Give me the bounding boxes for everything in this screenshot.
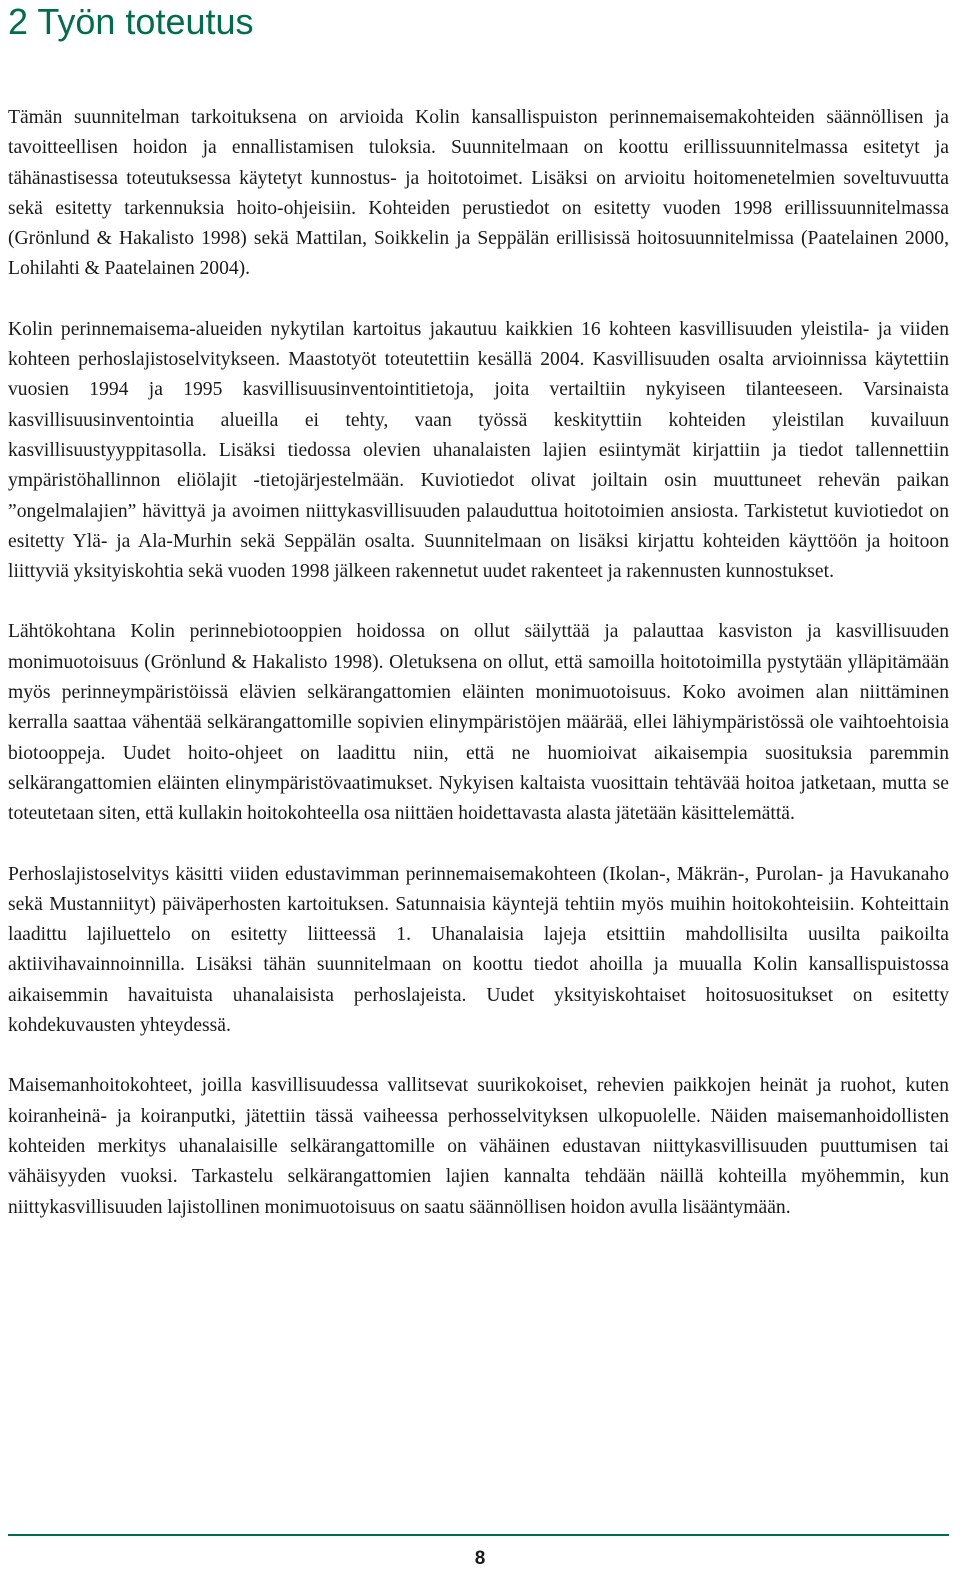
paragraph-butterfly-survey: Perhoslajistoselvitys käsitti viiden edustavimman perinnemaisemakohteen (Ikolan-, Mäkrän-, Purolan- ja Havukanaho sekä Mustanniityt) päiväperhosten kartoituksen. Satunnaisia käyntejä tehtiin myös muihin hoitokohteisiin. Kohteittain laadittu lajiluettelo on esitetty liitteessä 1. Uhanalaisia lajeja etsittiin mahdollisilta uusilta paikoilta aktiivihavainnoinnilla. Lisäksi tähän suunnitelmaan on koottu tiedot ahoilla ja muualla Kolin kansallispuistossa aikaisemmin havaituista uhanalaisista perhoslajeista. Uudet yksityiskohtaiset hoitosuositukset on esitetty kohdekuvausten yhteydessä. (8, 863, 949, 1037)
footer-divider (8, 1534, 949, 1536)
body-text (8, 103, 949, 1253)
paragraph-survey: Kolin perinnemaisema-alueiden nykytilan kartoitus jakautuu kaikkien 16 kohteen kasvillisuuden yleistila- ja viiden kohteen perhoslajistoselvitykseen. Maastotyöt toteutettiin kesällä 2004. Kasvillisuuden osalta arvioinnissa käytettiin vuosien 1994 ja 1995 kasvillisuusinventointitietoja, joita vertailtiin nykyiseen tilanteeseen. Varsinaista kasvillisuusinventointia alueilla ei tehty, vaan työssä keskityttiin kohteiden yleistilan kuvailuun kasvillisuustyyppitasolla. Lisäksi tiedossa olevien uhanalaisten lajien esiintymät kirjattiin ja tiedot tallennettiin ympäristöhallinnon eliölajit -tietojärjestelmään. Kuviotiedot olivat joiltain osin muuttuneet rehevän paikan ”ongelmalajien” hävittyä ja avoimen niittykasvillisuuden palauduttua hoitotoimien ansiosta. Tarkistetut kuviotiedot on esitetty Ylä- ja Ala-Murhin sekä Seppälän osalta. Suunnitelmaan on lisäksi kirjattu kohteiden käyttöön ja hoitoon liittyviä yksityiskohtia sekä vuoden 1998 jälkeen rakennetut uudet rakenteet ja rakennusten kunnostukset. (8, 318, 949, 583)
page-title: 2 Työn toteutus (8, 1, 254, 42)
page-number: 8 (474, 1548, 486, 1569)
paragraph-starting-point: Lähtökohtana Kolin perinnebiotooppien hoidossa on ollut säilyttää ja palauttaa kasviston ja kasvillisuuden monimuotoisuus (Grönlund & Hakalisto 1998). Oletuksena on ollut, että samoilla hoitotoimilla pystytään ylläpitämään myös perinneympäristöissä elävien selkärangattomien eläinten monimuotoisuus. Koko avoimen alan niittäminen kerralla saattaa vähentää selkärangattomille sopivien elinympäristöjen määrää, ellei lähiympäristössä ole vaihtoehtoisia biotooppeja. Uudet hoito-ohjeet on laadittu niin, että ne huomioivat aikaisempia suosituksia paremmin selkärangattomien eläinten elinympäristövaatimukset. Nykyisen kaltaista vuosittain tehtävää hoitoa jatketaan, mutta se toteutetaan siten, että kullakin hoitokohteella osa niittäen hoidettavasta alasta jätetään käsittelemättä. (8, 621, 949, 825)
paragraph-landscape-sites: Maisemanhoitokohteet, joilla kasvillisuudessa vallitsevat suurikokoiset, rehevien paikkojen heinät ja ruohot, kuten koiranheinä- ja koiranputki, jätettiin tässä vaiheessa perhosselvityksen ulkopuolelle. Näiden maisemanhoidollisten kohteiden merkitys uhanalaisille selkärangattomille on vähäinen edustavan niittykasvillisuuden puuttumisen tai vähäisyyden vuoksi. Tarkastelu selkärangattomien lajien kannalta tehdään näillä kohteilla myöhemmin, kun niittykasvillisuuden lajistollinen monimuotoisuus on saatu säännöllisen hoidon avulla lisääntymään. (8, 1075, 949, 1218)
paragraph-intro: Tämän suunnitelman tarkoituksena on arvioida Kolin kansallispuiston perinnemaisemakohteiden säännöllisen ja tavoitteellisen hoidon ja ennallistamisen tuloksia. Suunnitelmaan on koottu erillissuunnitelmassa esitetyt ja tähänastisessa toteutuksessa käytetyt kunnostus- ja hoitotoimet. Lisäksi on arvioitu hoitomenetelmien soveltuvuutta sekä esitetty tarkennuksia hoito-ohjeisiin. Kohteiden perustiedot on esitetty vuoden 1998 erillissuunnitelmassa (Grönlund & Hakalisto 1998) sekä Mattilan, Soikkelin ja Seppälän erillisissä hoitosuunnitelmissa (Paatelainen 2000, Lohilahti & Paatelainen 2004). (8, 107, 949, 280)
